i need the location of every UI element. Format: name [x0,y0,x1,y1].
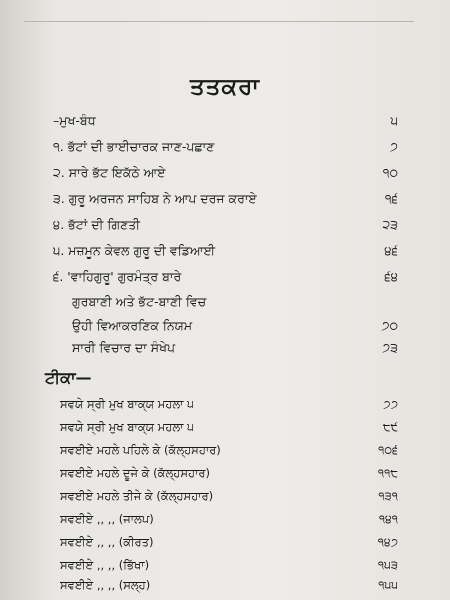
entry-label: ਸਵਈਏ ,, ,, (ਕੀਰਤ) [60,535,154,549]
entry-label: ਸਾਰੀ ਵਿਚਾਰ ਦਾ ਸੰਖੇਪ [72,340,176,355]
entry-page: ੧੦੬ [378,443,398,457]
entry-page: ੫ [390,113,398,128]
entry-label: ਸਵਯੇ ਸ੍ਰੀ ਮੁਖ ਬਾਕ੍ਯ ਮਹਲਾ ੫ [60,397,194,411]
entry-label: ਸਵਈਏ ਮਹਲੇ ਦੂਜੇ ਕੇ (ਕੱਲ੍ਹਸਹਾਰ) [60,466,210,480]
entry-label: ੬. 'ਵਾਹਿਗੁਰੂ' ਗੁਰਮੰਤ੍ਰ ਬਾਰੇ [53,269,182,284]
entry-label: –ਮੁਖ-ਬੰਧ [53,113,96,128]
entry-label: ੨. ਸਾਰੇ ਭੱਟ ਇਕੱਠੇ ਆਏ [53,165,166,180]
entry-page: ੮੯ [382,420,398,434]
entry-label: ਸਵਈਏ ਮਹਲੇ ਪਹਿਲੇ ਕੇ (ਕੱਲ੍ਹਸਹਾਰ) [60,443,221,457]
entry-page: ੭੩ [382,340,398,355]
entry-label: ਸਵਈਏ ,, ,, (ਸਲ੍ਹ) [60,578,151,592]
page-title: ਤਤਕਰਾ [190,74,260,100]
entry-page: ੧੬ [384,191,398,206]
entry-page: ੧੫੩ [377,558,398,572]
entry-page: ੭੦ [381,318,398,333]
tika-heading: ਟੀਕਾ— [45,368,92,387]
entry-label: ੩. ਗੁਰੂ ਅਰਜਨ ਸਾਹਿਬ ਨੇ ਆਪ ਦਰਜ ਕਰਾਏ [53,191,257,206]
entry-page: ੧੩੧ [378,489,398,503]
entry-label: ਸਵਈਏ ,, ,, (ਭਿੱਖਾ) [60,558,150,572]
entry-label: ਉਹੀ ਵਿਆਕਰਣਿਕ ਨਿਯਮ [72,318,193,333]
entry-page: ੬੪ [384,269,398,284]
entry-label: ਗੁਰਬਾਣੀ ਅਤੇ ਭੱਟ-ਬਾਣੀ ਵਿਚ [72,294,207,309]
entry-label: ਸਵਈਏ ਮਹਲੇ ਤੀਜੇ ਕੇ (ਕੱਲ੍ਹਸਹਾਰ) [60,489,214,503]
entry-page: ੭੭ [383,397,398,411]
entry-page: ੧੪੭ [377,535,398,549]
entry-label: ੧. ਭੱਟਾਂ ਦੀ ਭਾਈਚਾਰਕ ਜਾਣ-ਪਛਾਣ [53,139,215,154]
entry-label: ੪. ਭੱਟਾਂ ਦੀ ਗਿਣਤੀ [53,217,140,232]
entry-page: ੨੩ [382,217,398,232]
entry-page: ੧੦ [382,165,398,180]
entry-page: ੧੫੫ [378,578,398,592]
entry-page: ੪੬ [384,243,398,258]
entry-page: ੧੧੮ [377,466,398,480]
entry-page: ੧੪੧ [378,512,398,526]
entry-page: ੭ [389,139,398,154]
entry-label: ਸਵਈਏ ,, ,, (ਜਾਲਪ) [60,512,154,526]
entry-label: ੫. ਮਜ਼ਮੂਨ ਕੇਵਲ ਗੁਰੂ ਦੀ ਵਡਿਆਈ [53,243,216,258]
entry-label: ਸਵਯੇ ਸ੍ਰੀ ਮੁਖ ਬਾਕ੍ਯ ਮਹਲਾ ੫ [60,420,194,434]
